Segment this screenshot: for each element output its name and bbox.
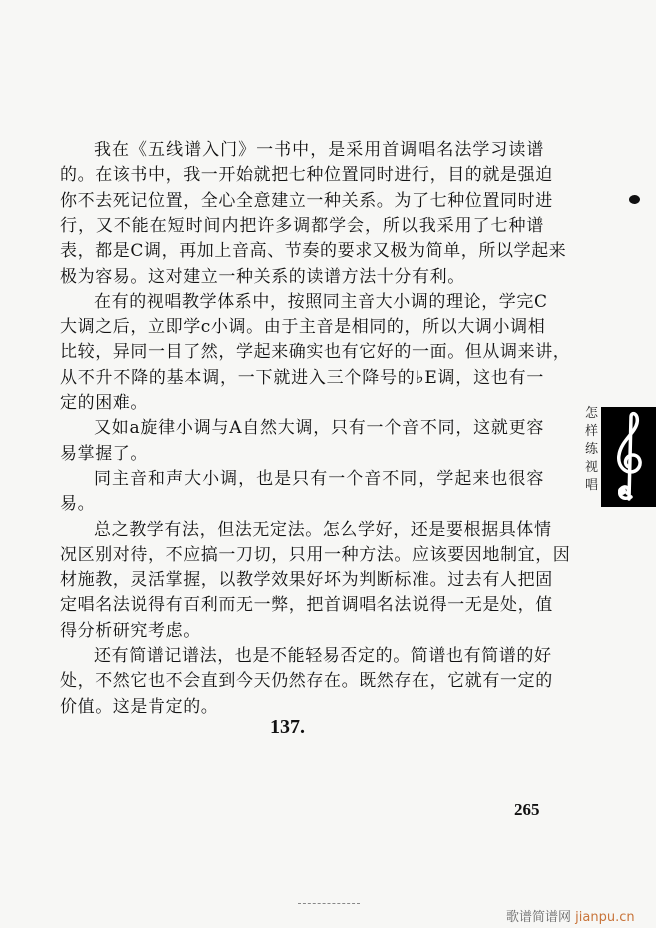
text-line: 在有的视唱教学体系中，按照同主音大小调的理论，学完C — [94, 291, 548, 312]
text-line: 总之教学有法，但法无定法。怎么学好，还是要根据具体情 — [94, 519, 552, 540]
text-line: 你不去死记位置，全心全意建立一种关系。为了七种位置同时进 — [60, 190, 553, 211]
watermark-site-name: 歌谱简谱网 — [506, 910, 572, 925]
text-line: 材施教，灵活掌握，以教学效果好坏为判断标准。过去有人把固 — [60, 570, 553, 591]
side-tab-char: 样 — [585, 424, 599, 439]
text-line: 的。在该书中，我一开始就把七种位置同时进行，目的就是强迫 — [60, 165, 553, 186]
text-line: 易。 — [60, 494, 96, 515]
text-line: 得分析研究考虑。 — [60, 620, 201, 641]
text-line: 又如a旋律小调与A自然大调，只有一个音不同，这就更容 — [94, 418, 544, 439]
text-line: 还有简谱记谱法，也是不能轻易否定的。简谱也有简谱的好 — [94, 646, 552, 666]
inner-page-marker: 137. — [270, 716, 305, 738]
margin-dot-mark — [629, 195, 640, 204]
side-tab-label — [585, 405, 599, 495]
text-line: 定的困难。 — [60, 393, 148, 413]
text-line: 行，又不能在短时间内把许多调都学会，所以我采用了七种谱 — [60, 215, 544, 236]
side-tab-char: 视 — [585, 460, 599, 475]
text-line: 定唱名法说得有百利而无一弊，把首调唱名法说得一无是处，值 — [60, 595, 553, 616]
text-line: 价值。这是肯定的。 — [60, 696, 219, 717]
scan-artifact-line — [298, 903, 360, 905]
watermark-url: jianpu.cn — [575, 910, 635, 925]
text-line: 比较，异同一目了然，学起来确实也有它好的一面。但从调来讲， — [60, 342, 571, 363]
side-tab-char: 怎 — [585, 406, 599, 421]
side-tab-char: 唱 — [585, 478, 599, 493]
page-number: 265 — [514, 800, 540, 819]
watermark — [506, 906, 635, 925]
treble-clef-icon — [601, 407, 656, 507]
text-line: 我在《五线谱入门》一书中，是采用首调唱名法学习读谱 — [94, 140, 544, 160]
text-line: 况区别对待，不应搞一刀切，只用一种方法。应该要因地制宜，因 — [60, 544, 571, 565]
text-line: 极为容易。这对建立一种关系的读谱方法十分有利。 — [60, 266, 465, 287]
text-line: 处，不然它也不会直到今天仍然存在。既然存在，它就有一定的 — [60, 671, 553, 692]
side-tab-char: 练 — [585, 442, 599, 457]
text-line: 易掌握了。 — [60, 443, 148, 464]
text-line: 从不升不降的基本调，一下就进入三个降号的♭E调，这也有一 — [60, 367, 544, 388]
text-line: 同主音和声大小调，也是只有一个音不同，学起来也很容 — [94, 468, 544, 489]
text-line: 大调之后，立即学c小调。由于主音是相同的，所以大调小调相 — [60, 317, 546, 338]
text-line: 表，都是C调，再加上音高、节奏的要求又极为简单，所以学起来 — [60, 241, 567, 262]
